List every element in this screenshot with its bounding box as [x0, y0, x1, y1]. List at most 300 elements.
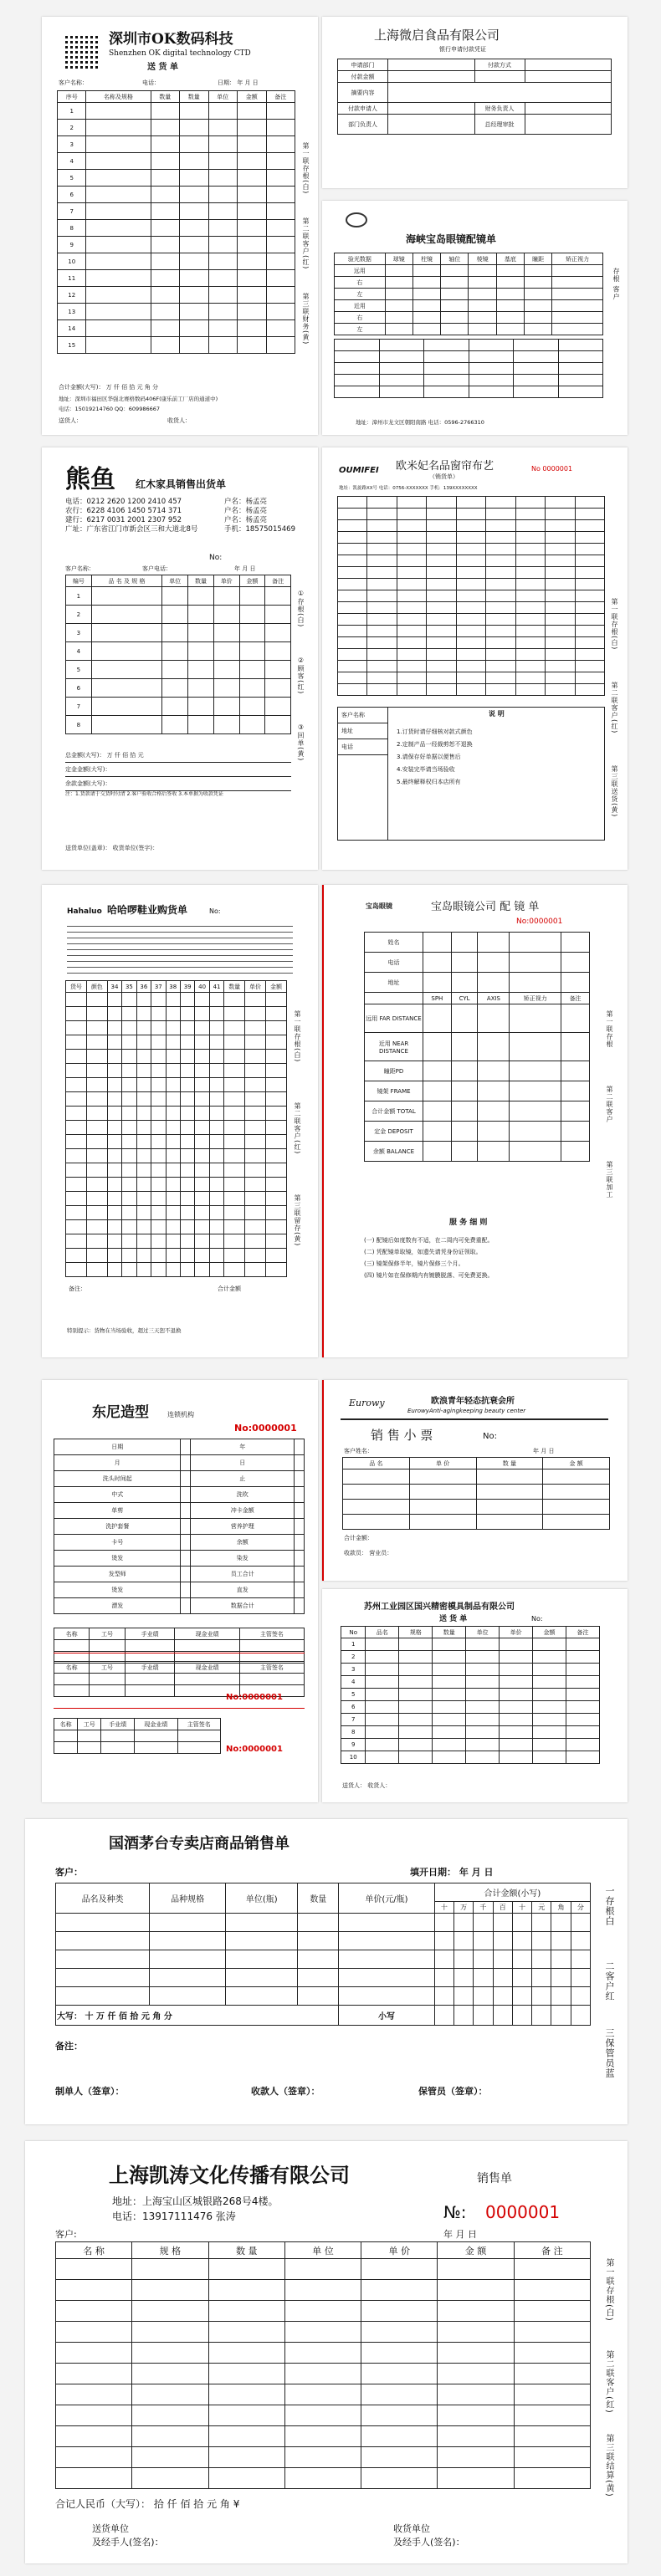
table-cell	[181, 1471, 191, 1487]
form-subtitle: （销货单）	[429, 473, 459, 480]
table-cell	[136, 1107, 151, 1121]
table-cell	[136, 1163, 151, 1178]
table-cell	[515, 602, 545, 614]
table-cell	[486, 649, 515, 661]
table-cell	[101, 1730, 135, 1742]
table-cell	[456, 661, 485, 672]
table-cell	[181, 1551, 191, 1567]
table-cell	[561, 1142, 590, 1162]
column-header: 主管签名	[239, 1662, 304, 1674]
table-cell	[575, 520, 605, 532]
table-cell	[566, 1676, 599, 1689]
column-header: 验光数据	[335, 253, 386, 265]
table-row	[54, 1503, 305, 1519]
copy-label-1: 一存根白	[604, 1886, 615, 1926]
row-label: 5	[341, 1689, 366, 1701]
table-cell	[239, 716, 265, 734]
table-cell	[66, 1021, 87, 1035]
table-cell	[266, 1234, 287, 1249]
table-cell	[515, 579, 545, 590]
table-cell	[551, 2006, 571, 2026]
table-cell	[478, 1061, 510, 1081]
table-cell	[338, 672, 367, 684]
table-cell	[180, 1263, 194, 1277]
table-cell	[56, 1914, 150, 1932]
table-cell	[510, 973, 561, 993]
table-cell	[56, 1987, 150, 2006]
table-cell	[132, 2322, 208, 2343]
table-cell	[361, 2405, 438, 2426]
table-cell	[496, 289, 524, 300]
table-cell	[132, 2447, 208, 2468]
table-row	[341, 1714, 600, 1726]
table-cell	[552, 312, 603, 324]
table-cell	[551, 1914, 571, 1932]
table-cell	[122, 1135, 136, 1149]
table-cell	[245, 1206, 266, 1220]
row-label: 7	[341, 1714, 366, 1726]
table-row	[66, 1220, 287, 1234]
table-cell	[266, 1092, 287, 1107]
table-cell	[54, 1742, 78, 1754]
sender-label: 送货人：	[59, 417, 82, 424]
table-cell	[478, 1101, 510, 1122]
recv-label-2: 及经手人(签名)：	[393, 2537, 465, 2548]
table-cell	[434, 1914, 453, 1932]
table-cell	[56, 2280, 132, 2301]
table-cell	[438, 2468, 514, 2489]
salon-sub: 连锁机构	[167, 1411, 194, 1418]
table-cell	[180, 103, 208, 120]
table-cell	[367, 520, 397, 532]
column-header: 数量	[433, 1627, 466, 1638]
table-cell	[514, 375, 559, 386]
table-cell: 烫发	[54, 1582, 181, 1598]
table-cell	[532, 1932, 551, 1950]
table-cell	[188, 698, 214, 716]
table-cell	[151, 1163, 166, 1178]
table-row	[338, 626, 605, 637]
table-cell	[561, 1101, 590, 1122]
table-cell	[86, 120, 151, 136]
column-header: 数量	[224, 981, 245, 993]
table-cell	[514, 363, 559, 375]
table-cell	[478, 973, 510, 993]
goods-table	[337, 496, 605, 696]
total-words: 大写： 十 万 仟 佰 拾 元 角 分	[56, 2006, 339, 2026]
table-cell	[209, 1007, 223, 1021]
table-cell	[295, 1567, 305, 1582]
table-cell	[561, 1061, 590, 1081]
row-label: 合计金额 TOTAL	[365, 1101, 423, 1122]
row-label: 3	[341, 1664, 366, 1676]
service-item: (二) 凭配镜单取镜，如遗失请凭身份证领取。	[364, 1249, 482, 1255]
table-cell	[86, 1035, 107, 1050]
table-cell	[151, 1135, 166, 1149]
form-baodao-glasses	[322, 885, 628, 1357]
table-cell	[266, 1163, 287, 1178]
table-cell	[151, 1007, 166, 1021]
table-cell	[469, 312, 496, 324]
table-cell	[151, 1178, 166, 1192]
table-cell	[239, 1674, 304, 1685]
table-cell	[86, 237, 151, 253]
table-cell	[575, 497, 605, 509]
table-cell	[224, 1249, 245, 1263]
table-cell	[122, 1078, 136, 1092]
table-cell	[136, 1234, 151, 1249]
row-label: 14	[58, 320, 86, 337]
table-cell	[166, 1007, 180, 1021]
table-cell	[441, 277, 469, 289]
table-cell	[238, 120, 266, 136]
table-cell	[136, 1007, 151, 1021]
table-cell	[533, 1751, 566, 1764]
table-cell	[474, 1914, 493, 1932]
rule	[341, 1418, 608, 1420]
table-cell	[397, 579, 426, 590]
table-cell	[166, 1050, 180, 1064]
table-cell	[151, 1107, 166, 1121]
table-cell	[385, 300, 412, 312]
table-cell	[266, 320, 295, 337]
table-cell	[86, 1192, 107, 1206]
table-cell	[180, 187, 208, 203]
table-cell	[266, 170, 295, 187]
row-label: 12	[58, 287, 86, 304]
table-cell	[399, 1664, 433, 1676]
table-row	[56, 2322, 591, 2343]
table-cell	[571, 1932, 590, 1950]
table-cell	[209, 1192, 223, 1206]
table-cell	[224, 1050, 245, 1064]
table-cell	[438, 2364, 514, 2384]
table-cell	[66, 1035, 87, 1050]
table-cell	[107, 993, 121, 1007]
table-cell	[180, 1178, 194, 1192]
form-dongni-salon	[42, 1380, 318, 1802]
column-header: 手业绩	[101, 1719, 135, 1730]
table-cell	[476, 1515, 543, 1530]
table-row	[365, 1004, 590, 1033]
table-cell	[441, 324, 469, 335]
address-line: 地址：上海宝山区城银路268号4楼。	[112, 2195, 279, 2207]
table-cell	[409, 1469, 476, 1485]
column-header: 品 名	[343, 1458, 410, 1469]
table-cell	[266, 1107, 287, 1121]
table-cell	[166, 1092, 180, 1107]
table-cell	[433, 1726, 466, 1739]
doc-title: 送 货 单	[439, 1615, 468, 1623]
column-header: CYL	[451, 993, 478, 1004]
table-cell	[239, 624, 265, 642]
table-cell	[361, 2301, 438, 2322]
form-title: 海峡宝岛眼镜配镜单	[406, 233, 497, 245]
table-cell	[546, 579, 575, 590]
table-cell	[500, 1714, 533, 1726]
sign-cashier: 收款人（签章）：	[251, 2086, 320, 2097]
column-header: 球镜	[385, 253, 412, 265]
table-cell	[423, 1061, 452, 1081]
table-cell	[213, 698, 239, 716]
table-cell	[423, 953, 452, 973]
table-cell	[525, 289, 552, 300]
table-row	[66, 1107, 287, 1121]
table-cell	[500, 1726, 533, 1739]
table-cell	[122, 1163, 136, 1178]
table-cell	[284, 2301, 361, 2322]
table-cell	[474, 1969, 493, 1987]
table-cell: 日	[191, 1455, 295, 1471]
table-cell	[208, 2405, 284, 2426]
table-row	[365, 1142, 590, 1162]
notes-block	[337, 707, 605, 841]
table-cell	[451, 1061, 478, 1081]
footer-note: 特别提示：货物在当场验收，超过三天恕不退换	[67, 1327, 182, 1334]
table-cell	[209, 1163, 223, 1178]
table-cell	[54, 1640, 90, 1652]
table-cell	[151, 136, 179, 153]
table-cell	[510, 1004, 561, 1033]
table-cell	[438, 2405, 514, 2426]
table-cell	[107, 1206, 121, 1220]
table-cell	[224, 1163, 245, 1178]
row-label: 5	[66, 661, 92, 679]
table-cell	[558, 386, 603, 398]
row-label: 11	[58, 270, 86, 287]
table-cell	[412, 312, 440, 324]
table-cell	[438, 2343, 514, 2364]
table-row	[335, 340, 603, 351]
table-cell	[424, 351, 469, 363]
table-cell	[500, 1739, 533, 1751]
table-cell	[151, 1078, 166, 1092]
table-cell	[552, 324, 603, 335]
row-label: 6	[341, 1701, 366, 1714]
column-header: 单位	[208, 91, 237, 103]
table-row	[56, 2280, 591, 2301]
table-cell	[166, 1149, 180, 1163]
column-header: No	[341, 1627, 366, 1638]
table-row	[58, 120, 295, 136]
table-cell	[208, 2426, 284, 2447]
table-cell	[433, 1664, 466, 1676]
address-line: 地址：深圳市福田区华强北赛格数码406F(康乐前工厂店的通道中)	[59, 396, 218, 402]
table-cell	[412, 324, 440, 335]
row-label: 9	[341, 1739, 366, 1751]
table-cell	[397, 614, 426, 626]
service-item: (一) 配镜后如度数有不适，在二周内可免费重配。	[364, 1237, 494, 1244]
table-cell	[546, 532, 575, 544]
table-cell	[566, 1714, 599, 1726]
table-cell	[500, 1676, 533, 1689]
table-cell	[66, 1220, 87, 1234]
table-cell	[571, 1987, 590, 2006]
stub-2	[54, 1661, 305, 1697]
table-cell	[456, 672, 485, 684]
table-cell	[122, 1121, 136, 1135]
table-cell	[478, 953, 510, 973]
recv-label-1: 收货单位	[393, 2523, 430, 2534]
table-cell	[66, 1263, 87, 1277]
table-cell	[66, 1078, 87, 1092]
table-cell	[226, 1987, 298, 2006]
table-cell	[366, 1651, 399, 1664]
table-cell	[343, 1485, 410, 1500]
table-cell	[162, 698, 188, 716]
table-cell	[367, 567, 397, 579]
table-cell	[451, 1033, 478, 1061]
table-cell	[209, 1050, 223, 1064]
column-header: 棱镜	[469, 253, 496, 265]
table-cell	[195, 1092, 209, 1107]
table-cell	[385, 312, 412, 324]
table-cell	[195, 1234, 209, 1249]
table-cell	[86, 287, 151, 304]
column-header: 单位	[466, 1627, 500, 1638]
table-cell	[166, 1163, 180, 1178]
table-cell	[284, 2426, 361, 2447]
table-row	[341, 1701, 600, 1714]
table-cell	[466, 1638, 500, 1651]
column-header: 轴位	[441, 253, 469, 265]
table-cell	[180, 237, 208, 253]
table-cell	[162, 679, 188, 698]
column-header: 名称及规格	[86, 91, 151, 103]
table-row	[54, 1567, 305, 1582]
table-row	[338, 544, 605, 555]
row-label: 7	[66, 698, 92, 716]
table-cell	[478, 1142, 510, 1162]
table-cell	[86, 1163, 107, 1178]
table-cell	[427, 509, 456, 520]
table-cell: 中式	[54, 1487, 181, 1503]
table-cell	[86, 1249, 107, 1263]
table-cell	[122, 1035, 136, 1050]
table-cell	[266, 1192, 287, 1206]
table-cell	[151, 1121, 166, 1135]
table-cell	[208, 2280, 284, 2301]
table-cell	[397, 590, 426, 602]
row-label: 2	[341, 1651, 366, 1664]
table-cell	[226, 1914, 298, 1932]
table-cell	[397, 509, 426, 520]
doc-no: No:0000001	[234, 1423, 297, 1434]
table-cell	[561, 953, 590, 973]
table-row	[338, 684, 605, 696]
table-cell	[245, 1007, 266, 1021]
stub-no-2: No:0000001	[226, 1745, 283, 1754]
table-cell	[466, 1726, 500, 1739]
table-cell	[409, 1500, 476, 1515]
table-cell	[454, 1969, 474, 1987]
table-cell	[427, 579, 456, 590]
table-cell	[166, 1135, 180, 1149]
row-label: 4	[66, 642, 92, 661]
table-row	[58, 153, 295, 170]
customer-label: 客户：	[55, 1867, 83, 1878]
row-label: 8	[66, 716, 92, 734]
table-row	[54, 1662, 305, 1674]
table-cell	[266, 253, 295, 270]
table-cell	[266, 237, 295, 253]
table-cell	[338, 532, 367, 544]
table-cell	[180, 1078, 194, 1092]
table-cell	[397, 626, 426, 637]
form-eurowy-receipt	[322, 1380, 628, 1581]
row-label: 左	[335, 324, 386, 335]
table-row	[56, 2301, 591, 2322]
table-cell	[56, 2426, 132, 2447]
table-cell	[366, 1701, 399, 1714]
copy-label-2: 第二联客户	[606, 1086, 613, 1123]
contact-line	[65, 525, 300, 534]
table-cell	[456, 579, 485, 590]
table-cell	[56, 2322, 132, 2343]
field-method: 付款方式	[474, 59, 525, 71]
table-cell	[456, 590, 485, 602]
table-cell	[151, 187, 179, 203]
table-cell	[122, 1192, 136, 1206]
table-cell	[56, 2343, 132, 2364]
table-cell	[424, 375, 469, 386]
form-subtitle: 红木家具销售出货单	[136, 478, 227, 490]
table-cell	[195, 1263, 209, 1277]
table-cell	[266, 1135, 287, 1149]
table-cell	[409, 1485, 476, 1500]
copy-label-2: 第二联客户(红)	[604, 2350, 613, 2414]
column-header: 分	[571, 1902, 590, 1914]
table-cell	[451, 973, 478, 993]
company-title: 苏州工业园区国兴精密模具制品有限公司	[364, 1602, 515, 1612]
table-cell	[515, 567, 545, 579]
table-cell	[136, 1078, 151, 1092]
column-header: 现金业绩	[175, 1662, 239, 1674]
table-cell	[298, 1950, 339, 1969]
table-cell	[438, 2301, 514, 2322]
table-row	[335, 312, 603, 324]
column-header: 万	[454, 1902, 474, 1914]
table-row	[56, 2468, 591, 2489]
table-cell	[180, 1035, 194, 1050]
table-cell	[397, 520, 426, 532]
table-cell	[180, 253, 208, 270]
table-cell	[298, 1969, 339, 1987]
form-title: 哈哈啰鞋业购货单	[107, 904, 188, 916]
table-cell	[575, 544, 605, 555]
table-cell	[532, 1987, 551, 2006]
table-cell	[245, 1064, 266, 1078]
table-cell	[125, 1685, 175, 1697]
column-header: 瞳距	[525, 253, 552, 265]
table-cell	[533, 1664, 566, 1676]
column-header: 39	[180, 981, 194, 993]
table-cell	[575, 626, 605, 637]
column-header: 单价	[245, 981, 266, 993]
table-cell	[122, 1220, 136, 1234]
column-header: 35	[122, 981, 136, 993]
table-cell	[424, 386, 469, 398]
service-table	[54, 1439, 305, 1614]
table-cell	[86, 1007, 107, 1021]
table-cell	[136, 1249, 151, 1263]
table-cell	[224, 1135, 245, 1149]
table-cell	[56, 2259, 132, 2280]
column-header: 34	[107, 981, 121, 993]
field-dept: 申请部门	[338, 59, 388, 71]
table-cell	[512, 2006, 531, 2026]
table-row	[341, 1664, 600, 1676]
